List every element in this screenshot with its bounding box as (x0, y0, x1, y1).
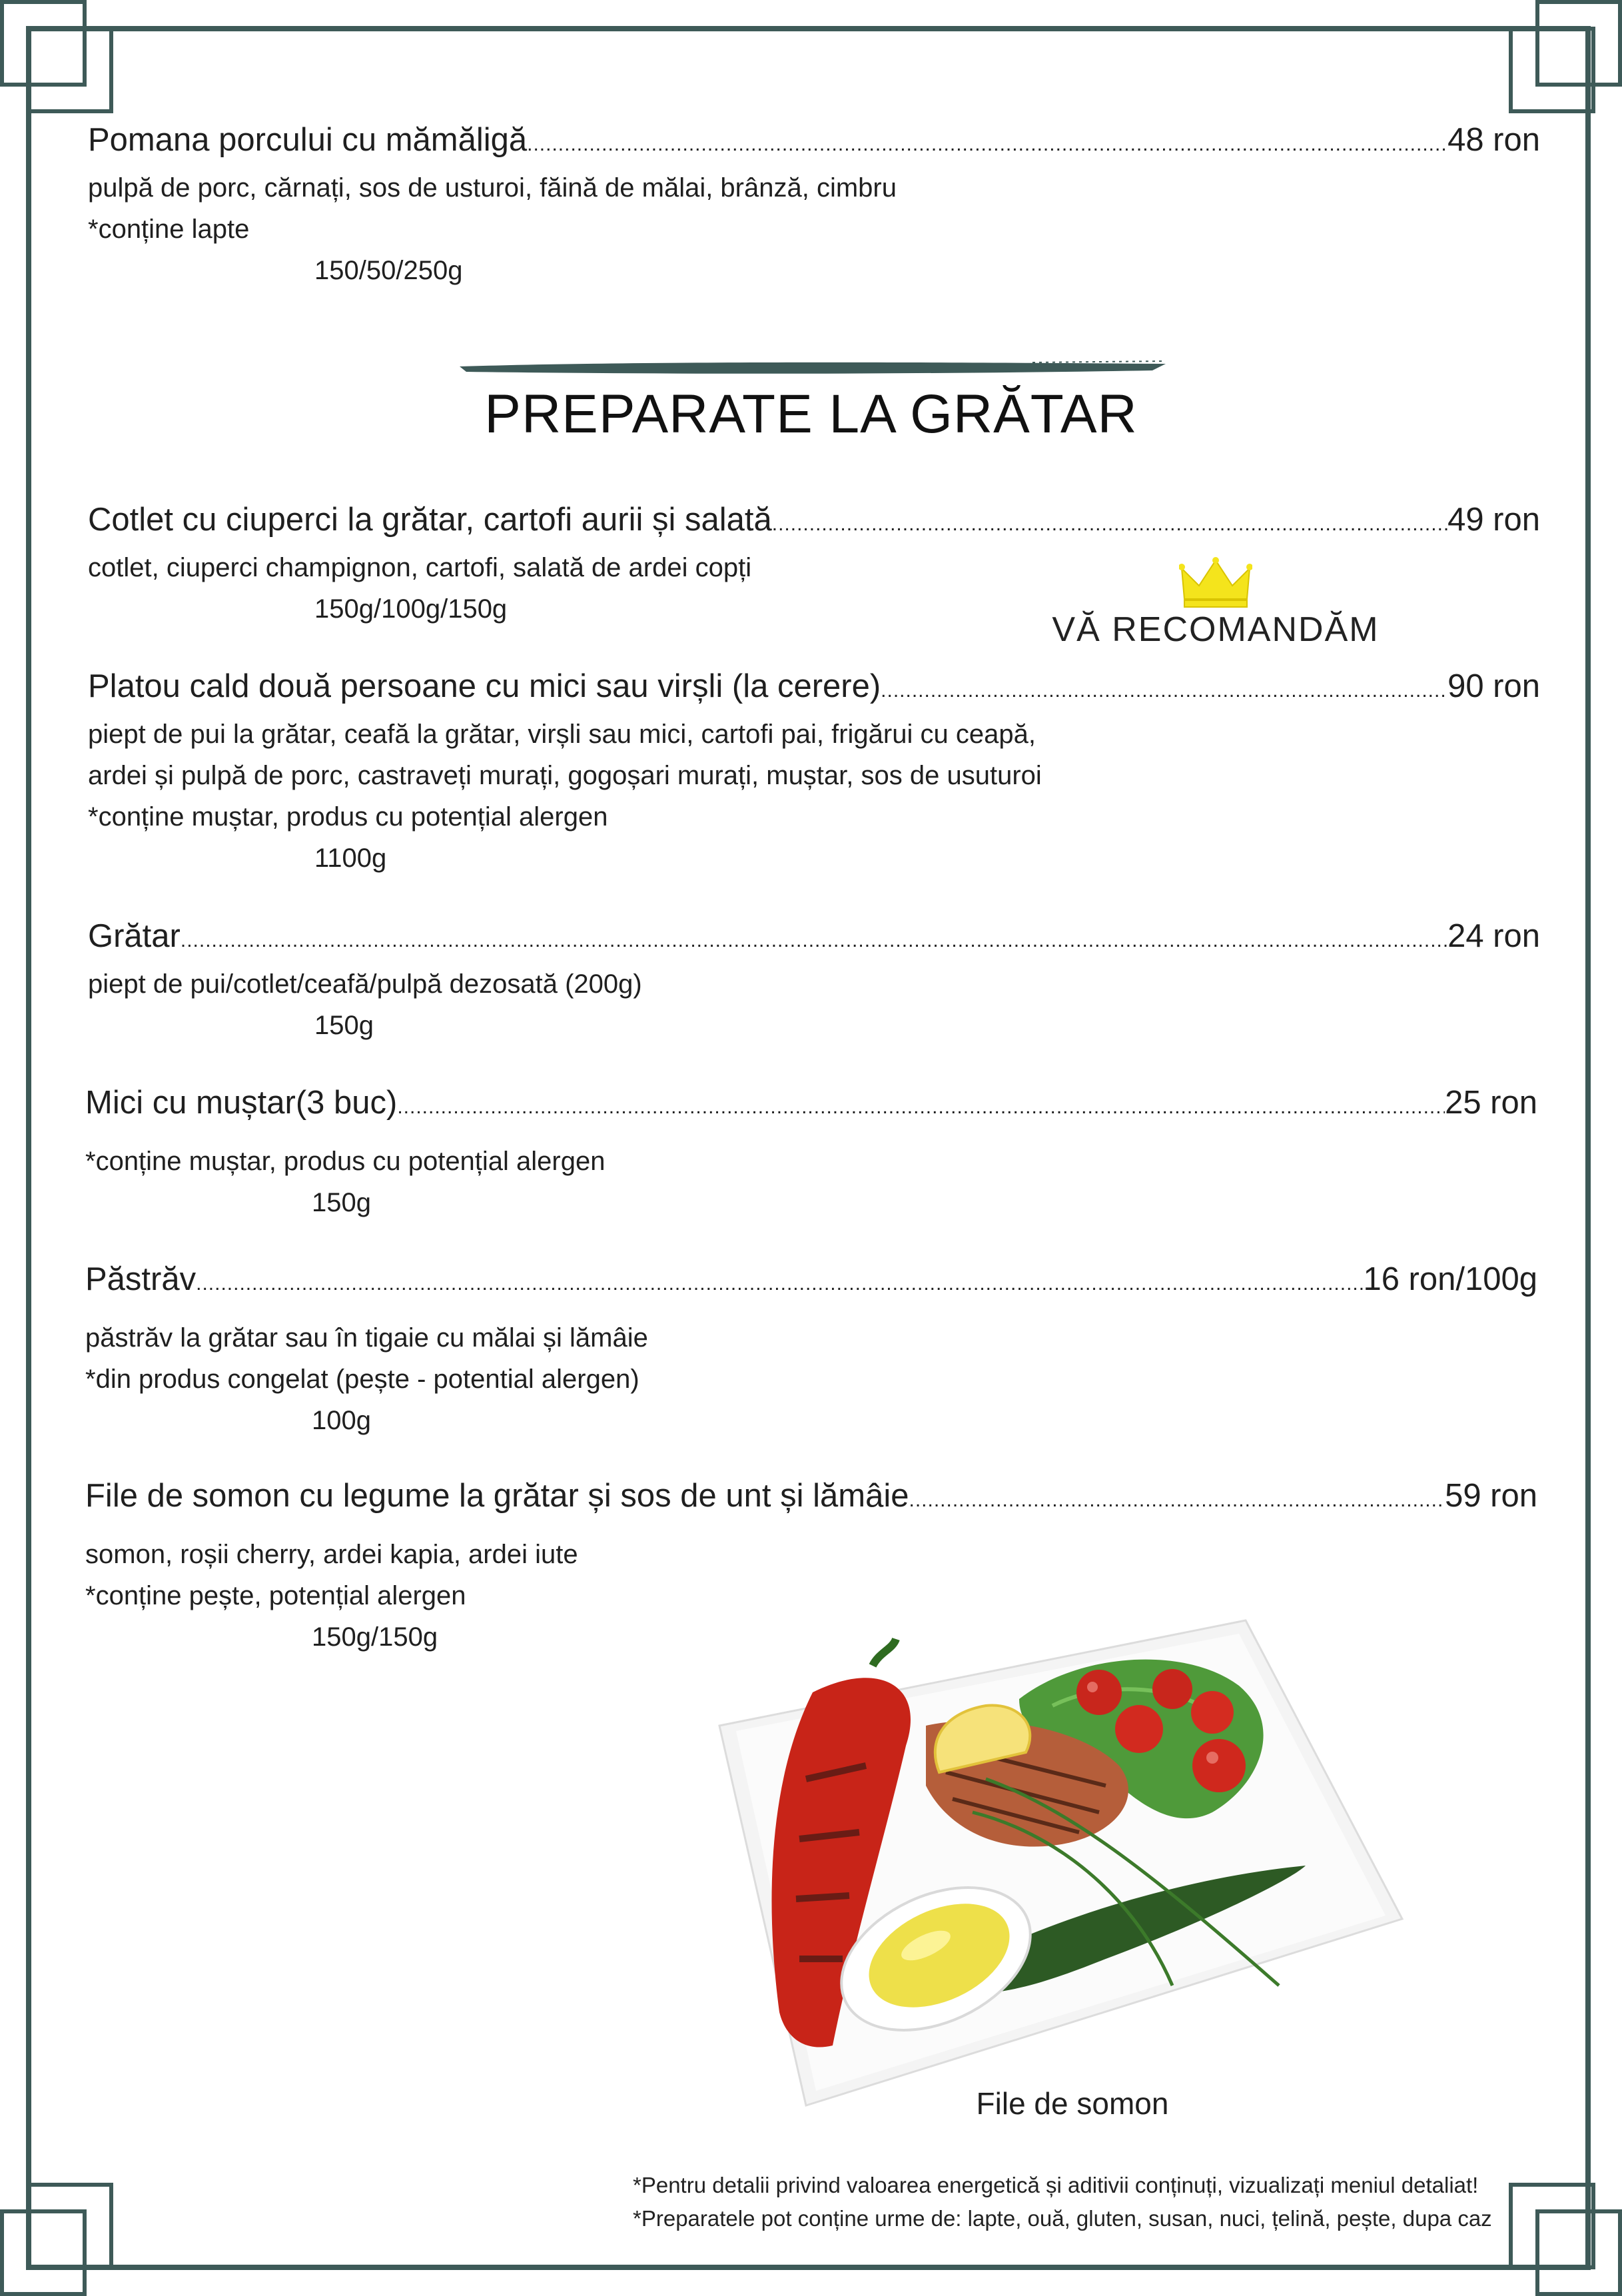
item-weight: 100g (312, 1406, 371, 1435)
item-name: Păstrăv (85, 1261, 197, 1297)
item-title-row (88, 120, 1540, 165)
dot-leader (909, 1480, 1445, 1520)
item-price: 48 ron (1447, 122, 1540, 158)
item-allergen-note: *din produs congelat (pește - potential alergen) (85, 1365, 639, 1394)
dot-leader (397, 1087, 1445, 1127)
item-weight: 1100g (314, 844, 387, 873)
footnote-traces: *Preparatele pot conține urme de: lapte, ouă, gluten, susan, nuci, țelină, pește, dupa caz (633, 2206, 1492, 2231)
item-price: 90 ron (1447, 668, 1540, 704)
item-allergen-note: *conține pește, potențial alergen (85, 1581, 466, 1610)
item-price: 49 ron (1447, 502, 1540, 538)
item-title-row (88, 500, 1540, 544)
dot-leader (527, 125, 1447, 165)
item-description: păstrăv la grătar sau în tigaie cu mălai și lămâie (85, 1323, 648, 1353)
item-price: 25 ron (1445, 1085, 1537, 1121)
item-description: piept de pui la grătar, ceafă la grătar, virșli sau mici, cartofi pai, frigărui cu ceapă, (88, 720, 1036, 749)
corner-ornament (0, 0, 113, 113)
brush-stroke-divider (460, 358, 1166, 377)
recommend-label: VĂ RECOMANDĂM (1052, 610, 1380, 649)
item-description: somon, roșii cherry, ardei kapia, ardei iute (85, 1540, 578, 1569)
item-description: ardei și pulpă de porc, castraveți murați, gogoșari murați, muștar, sos de usuturoi (88, 761, 1042, 790)
dot-leader (772, 504, 1447, 544)
item-allergen-note: *conține lapte (88, 215, 250, 244)
item-title-row (85, 1083, 1537, 1127)
corner-ornament (1509, 0, 1622, 113)
item-price: 24 ron (1447, 918, 1540, 954)
item-description: piept de pui/cotlet/ceafă/pulpă dezosată (200g) (88, 969, 642, 999)
dot-leader (881, 671, 1447, 711)
menu-item (88, 500, 1540, 630)
footnotes (633, 2169, 1552, 2235)
item-title-row (85, 1259, 1537, 1304)
item-description: pulpă de porc, cărnați, sos de usturoi, făină de mălai, brânză, cimbru (88, 173, 897, 203)
section-title: PREPARATE LA GRĂTAR (484, 384, 1138, 444)
menu-item (88, 916, 1540, 1046)
item-weight: 150/50/250g (314, 256, 463, 285)
menu-item (85, 1083, 1537, 1223)
item-weight: 150g/100g/150g (314, 594, 508, 624)
item-name: Grătar (88, 918, 181, 954)
item-allergen-note: *conține muștar, produs cu potențial alergen (88, 802, 608, 832)
dot-leader (181, 921, 1447, 961)
item-description: cotlet, ciuperci champignon, cartofi, salată de ardei copți (88, 553, 752, 582)
menu-item (85, 1259, 1537, 1441)
footnote-energy: *Pentru detalii privind valoarea energetică și aditivii conținuți, vizualizați meniul detaliat! (633, 2173, 1479, 2197)
item-name: Platou cald două persoane cu mici sau virșli (la cerere) (88, 668, 881, 704)
item-weight: 150g (312, 1188, 371, 1217)
item-name: Cotlet cu ciuperci la grătar, cartofi aurii și salată (88, 502, 772, 538)
item-name: Pomana porcului cu mămăligă (88, 122, 528, 158)
menu-item (88, 666, 1540, 879)
item-name: File de somon cu legume la grătar și sos de unt și lămâie (85, 1478, 909, 1514)
item-weight: 150g (314, 1011, 374, 1040)
menu-item (88, 120, 1540, 291)
item-price: 16 ron/100g (1363, 1261, 1537, 1297)
item-title-row (85, 1476, 1537, 1520)
item-allergen-note: *conține muștar, produs cu potențial alergen (85, 1147, 606, 1176)
item-weight: 150g/150g (312, 1622, 438, 1652)
photo-caption: File de somon (976, 2086, 1169, 2121)
dot-leader (196, 1264, 1363, 1304)
dish-photo (706, 1612, 1412, 2112)
item-name: Mici cu muștar(3 buc) (85, 1085, 398, 1121)
item-price: 59 ron (1445, 1478, 1537, 1514)
item-title-row (88, 916, 1540, 961)
item-title-row (88, 666, 1540, 711)
corner-ornament (0, 2183, 113, 2296)
